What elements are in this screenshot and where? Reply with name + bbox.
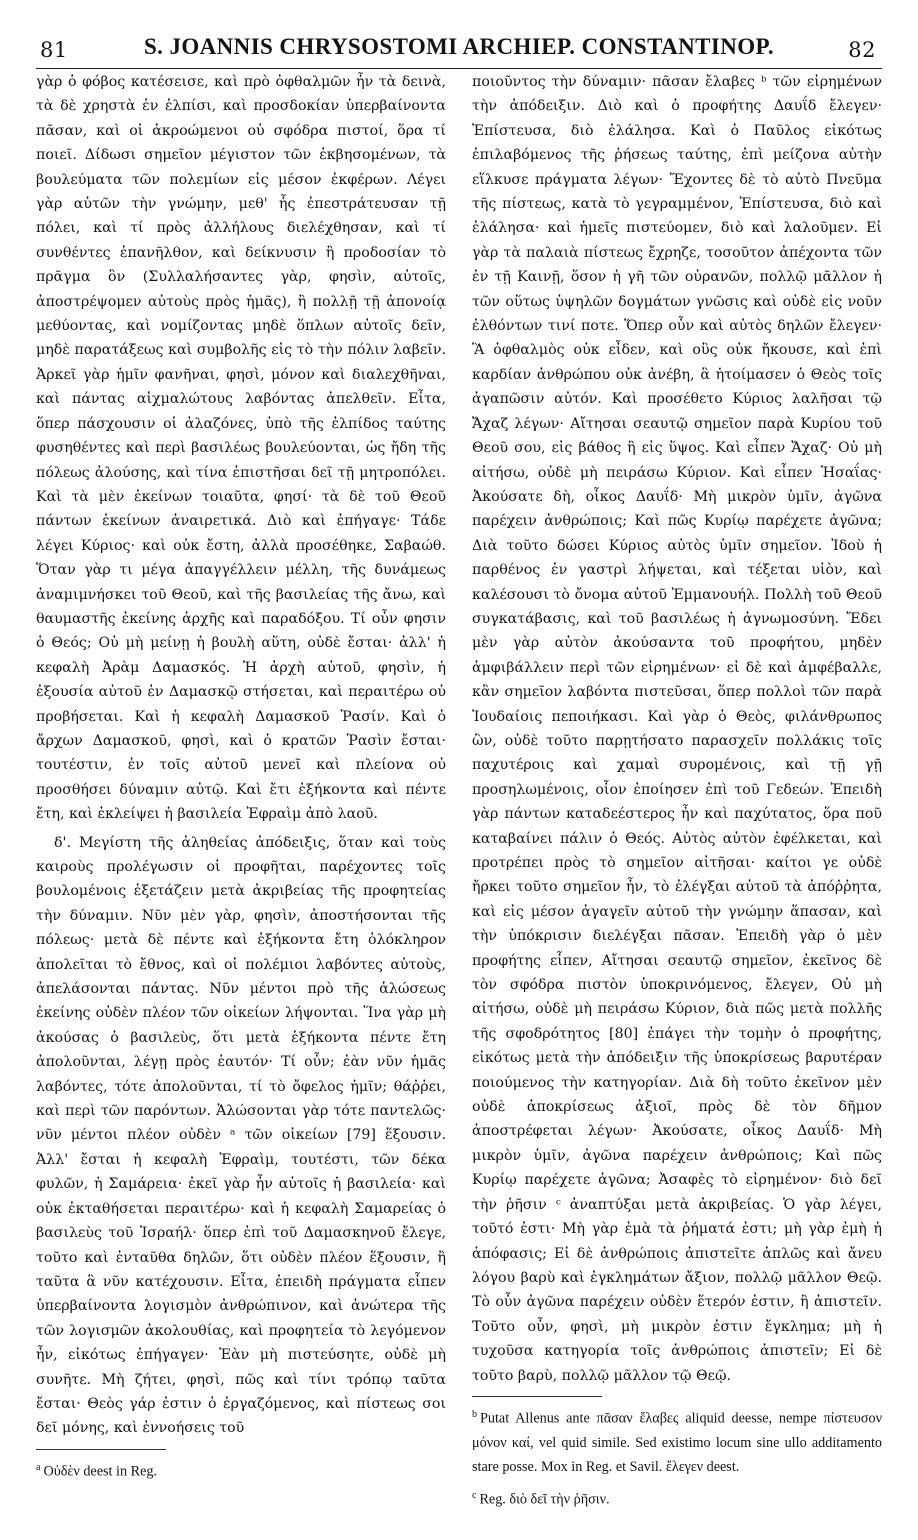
footnote-text: Putat Allenus ante πᾶσαν ἔλαβες aliquid deesse, nempe πίστευσον μόνον καί, vel quid simile. Sed existimo locum sine ullo additamento stare posse. Mox in Reg. et Savil. ἔλεγεν deest.	[472, 1410, 882, 1476]
footnote-mark: c	[472, 1489, 477, 1501]
footnote-rule	[472, 1396, 602, 1397]
text-columns	[36, 70, 882, 1516]
right-paragraph-1: ποιοῦντος τὴν δύναμιν· πᾶσαν ἔλαβες ᵇ τῶν εἰρημένων τὴν ἀπόδειξιν. Διὸ καὶ ὁ προφήτης Δαυΐδ ἔλεγεν· Ἐπίστευσα, διὸ ἐλάλησα. Καὶ ὁ Παῦλος εἰκότως ἐπιλαβόμενος τῆς ῥήσεως ταύτης, ἐπὶ μείζονα αὐτὴν εἵλκυσε πράγματα λέγων· Ἔχοντες δὲ τὸ αὐτὸ Πνεῦμα τῆς πίστεως, κατὰ τὸ γεγραμμένον, Ἐπίστευσα, διὸ καὶ ἐλάλησα· καὶ ἡμεῖς πιστεύομεν, διὸ καὶ λαλοῦμεν. Εἰ γὰρ τὰ παλαιὰ πίστεως ἔχρηζε, τοσοῦτον ἀπέχοντα τῶν ἐν τῇ Καινῇ, ὅσον ἡ γῆ τῶν οὐρανῶν, πολλῷ μᾶλλον ἡ τῶν οὕτως ὑψηλῶν δογμάτων γνῶσις καὶ οὐδὲ εἰς νοῦν ἐλθόντων τινί ποτε. Ὅπερ οὖν καὶ αὐτὸς δηλῶν ἔλεγεν· Ἃ ὀφθαλμὸς οὐκ εἶδεν, καὶ οὓς οὐκ ἤκουσε, καὶ ἐπὶ καρδίαν ἀνθρώπου οὐκ ἀνέβη, ἃ ἡτοίμασεν ὁ Θεὸς τοῖς ἀγαπῶσιν αὐτόν. Καὶ προσέθετο Κύριος λαλῆσαι τῷ Ἄχαζ λέγων· Αἴτησαι σεαυτῷ σημεῖον παρὰ Κυρίου τοῦ Θεοῦ σου, εἰς βάθος ἢ εἰς ὕψος. Καὶ εἶπεν Ἄχαζ· Οὐ μὴ αἰτήσω, οὐδὲ μὴ πειράσω Κύριον. Καὶ εἶπεν Ἡσαΐας· Ἀκούσατε δὴ, οἶκος Δαυΐδ· Μὴ μικρὸν ὑμῖν, ἀγῶνα παρέχειν ἀνθρώποις; Καὶ πῶς Κυρίῳ παρέχετε ἀγῶνα; Διὰ τοῦτο δώσει Κύριος αὐτὸς ὑμῖν σημεῖον. Ἰδοὺ ἡ παρθένος ἐν γαστρὶ λήψεται, καὶ τέξεται υἱὸν, καὶ καλέσουσι τὸ ὄνομα αὐτοῦ Ἐμμανουήλ. Πολλὴ τοῦ Θεοῦ συγκατάβασις, καὶ τοῦ βασιλέως ἡ ἀγνωμοσύνη. Ἔδει μὲν γὰρ αὐτὸν ἀκούσαντα τοῦ προφήτου, μηδὲν ἀμφιβάλλειν περὶ τῶν εἰρημένων· εἰ δὲ καὶ ἀμφέβαλλε, κἂν σημεῖον λαβόντα πιστεῦσαι, ὅπερ πολλοὶ τῶν παρὰ Ἰουδαίοις πεποιήκασι. Καὶ γὰρ ὁ Θεὸς, φιλάνθρωπος ὢν, οὐδὲ τοῦτο παρῃτήσατο παρασχεῖν πολλάκις τοῖς παχυτέροις καὶ χαμαὶ συρομένοις, καὶ τῇ γῇ προσηλωμένοις, οἷον ἐποίησεν ἐπὶ τοῦ Γεδεών. Ἐπειδὴ γὰρ πάντων καταδεέστερος ἦν καὶ παχύτατος, ὅρα ποῦ καταβαίνει πάλιν ὁ Θεός. Αὐτὸς αὐτὸν ἐφέλκεται, καὶ προτρέπει πρὸς τὸ σημεῖον αἰτῆσαι· καίτοι γε οὐδὲ ἤρκει τοῦτο σημεῖον ἦν, τὸ ἐλέγξαι αὐτοῦ τὰ ἀπόῤῥητα, καὶ εἰς μέσον ἀγαγεῖν αὐτοῦ τὴν γνώμην ἅπασαν, καὶ τὴν ὑπόκρισιν διελέγξαι πᾶσαν. Ἐπειδὴ γὰρ ὁ μὲν προφήτης εἶπεν, Αἴτησαι σεαυτῷ σημεῖον, ἐκεῖνος δὲ τὸν σφόδρα πιστὸν ὑποκρινόμενος, ἔλεγεν, Οὐ μὴ αἰτήσω, οὐδὲ μὴ πειράσω Κύριον, διὰ πῶς μετὰ πολλῆς τῆς σφοδρότητος [80] ἐπάγει τὴν τομὴν ὁ προφήτης, εἰκότως μετὰ τὴν ἀπόδειξιν τῆς ὑποκρίσεως βαρυτέραν ποιούμενος τὴν κατηγορίαν. Διὰ δὴ τοῦτο ἐκεῖνον μὲν οὐδὲ ἀποκρίσεως ἀξιοῖ, πρὸς δὲ τὸν δῆμον ἀποστρέφεται λέγων· Ἀκούσατε, οἶκος Δαυΐδ· Μὴ μικρὸν ὑμῖν, ἀγῶνα παρέχειν ἀνθρώποις; Καὶ πῶς Κυρίῳ παρέχετε ἀγῶνα; Ἀσαφὲς τὸ εἰρημένον· διὸ δεῖ τὴν ῥῆσιν ᶜ ἀναπτύξαι μετὰ ἀκριβείας. Ὁ γὰρ λέγει, τοῦτό ἐστι· Μὴ γὰρ ἐμὰ τὰ ῥήματά ἐστι; μὴ γὰρ ἐμὴ ἡ ἀπόφασις; Εἰ δὲ ἀνθρώποις ἀπιστεῖτε ἁπλῶς καὶ ἄνευ λόγου βαρὺ καὶ ἐγκλημάτων ἄξιον, πολλῷ μᾶλλον Θεῷ. Τὸ οὖν ἀγῶνα παρέχειν οὐδὲν ἕτερόν ἐστιν, ἢ ἀπιστεῖν. Τοῦτο οὖν, φησὶ, μὴ μικρὸν ἐστιν ἔγκλημα; μὴ ἡ τυχοῦσα κατηγορία τοῖς ἀνθρώποις ἀπιστεῖν; Εἰ δὲ τοῦτο βαρὺ, πολλῷ μᾶλλον τῷ Θεῷ.	[472, 74, 882, 1384]
right-footnotes	[472, 1396, 882, 1512]
left-page-number: 81	[40, 38, 68, 62]
right-page-number: 82	[848, 38, 876, 62]
running-header	[36, 28, 882, 69]
left-column	[36, 70, 446, 1516]
footnote-b	[472, 1403, 882, 1480]
footnote-rule	[36, 1449, 166, 1450]
left-paragraph-1: γὰρ ὁ φόβος κατέσεισε, καὶ πρὸ ὀφθαλμῶν ἦν τὰ δεινὰ, τὰ δὲ χρηστὰ ἐν ἐλπίσι, καὶ προσδοκίαν ὑπερβαίνοντα πᾶσαν, καὶ οἱ ἀκροώμενοι οὐ σφόδρα πιστοί, ὅρα τί ποιεῖ. Δίδωσι σημεῖον μέγιστον τῶν ἐκβησομένων, τὰ βουλεύματα τῶν πολεμίων εἰς μέσον ἐκφέρων. Λέγει γὰρ αὐτῶν τὴν γνώμην, μεθ' ἧς ἐπεστράτευσαν τῇ πόλει, καὶ τί πρὸς ἀλλήλους διελέχθησαν, καὶ τί συνθέντες ἐπανῆλθον, καὶ δείκνυσιν ἢ προδοσίαν τὸ πρᾶγμα ὂν (Συλλαλήσαντες γὰρ, φησὶν, αὐτοῖς, ἀποστρέψομεν αὐτοὺς πρὸς ἡμᾶς), ἢ πολλῇ τῇ ἀπονοίᾳ μεθύοντας, καὶ νομίζοντας μηδὲ ὅπλων αὐτοῖς δεῖν, μηδὲ παρατάξεως καὶ συμβολῆς εἰς τὸ τὴν πόλιν λαβεῖν. Ἀρκεῖ γὰρ ἡμῖν φανῆναι, φησὶ, μόνον καὶ διαλεχθῆναι, καὶ πάντας αἰχμαλώτους λαβόντας ἀπελθεῖν. Εἶτα, ὅπερ πάσχουσιν οἱ ἀλαζόνες, ὑπὸ τῆς ἐλπίδος ταύτης φυσηθέντες καὶ περὶ βασιλέως βουλεύονται, ὡς ἤδη τῆς πόλεως ἀλούσης, καὶ τίνα ἐπιστῆσαι δεῖ τῇ μητροπόλει. Καὶ τὰ μὲν ἐκείνων τοιαῦτα, φησί· τὰ δὲ τοῦ Θεοῦ πάντων ἐκείνων ἀναιρετικά. Διὸ καὶ ἐπήγαγε· Τάδε λέγει Κύριος· καὶ οὐκ ἔστη, ἀλλὰ προσέθηκε, Σαβαώθ. Ὅταν γὰρ τι μέγα ἀπαγγέλλειν μέλλη, τῆς δυνάμεως ἀναμιμνήσκει τοῦ Θεοῦ, καὶ τῆς βασιλείας τῆς ἄνω, καὶ θαυμαστῆς ἐκείνης ἀρχῆς καὶ παραδόξου. Τί οὖν φησιν ὁ Θεός; Οὐ μὴ μείνῃ ἡ βουλὴ αὕτη, οὐδὲ ἔσται· ἀλλ' ἡ κεφαλὴ Ἀρὰμ Δαμασκός. Ἡ ἀρχὴ αὐτοῦ, φησὶν, ἡ ἐξουσία αὐτοῦ ἐν Δαμασκῷ στήσεται, καὶ περαιτέρω οὐ προβήσεται. Καὶ ἡ κεφαλὴ Δαμασκοῦ Ῥασίν. Καὶ ὁ ἄρχων Δαμασκοῦ, φησὶ, καὶ ὁ κρατῶν Ῥασὶν ἔσται· τουτέστιν, ἐν τοῖς αὐτοῦ μενεῖ καὶ πλείονα οὐ προσθήσει δύναμιν αὐτῷ. Καὶ ἔτι ἑξήκοντα καὶ πέντε ἔτη, καὶ ἐκλείψει ἡ βασιλεία Ἐφραὶμ ἀπὸ λαοῦ.	[36, 74, 446, 823]
footnote-text: Οὐδὲν deest in Reg.	[43, 1463, 158, 1480]
left-paragraph-2: δ'. Μεγίστη τῆς ἀληθείας ἀπόδειξις, ὅταν καὶ τοὺς καιροὺς προλέγωσιν οἱ προφῆται, παρέχοντες τοῖς βουλομένοις ἐξετάζειν μετὰ ἀκριβείας τῆς προφητείας τὴν δύναμιν. Νῦν μὲν γὰρ, φησὶν, ἀποστήσονται τῆς πόλεως· μετὰ δὲ πέντε καὶ ἑξήκοντα ἔτη ὁλόκληρον ἀπολεῖται τὸ ἔθνος, καὶ οἱ πολέμιοι λαβόντες αὐτοὺς, ἀπελάσονται πάντας. Νῦν μέντοι πρὸ τῆς ἁλώσεως ἐκείνης οὐδὲν πλέον τῶν οἰκείων λήψονται. Ἵνα γὰρ μὴ ἀκούσας ὁ βασιλεὺς, ὅτι μετὰ ἑξήκοντα πέντε ἔτη ἀπολοῦνται, λέγῃ πρὸς ἑαυτόν· Τί οὖν; ἐὰν νῦν ἡμᾶς λαβόντες, τότε ἀπολοῦνται, τί τὸ ὄφελος ἡμῖν; θάῤῥει, καὶ περὶ τῶν παρόντων. Ἁλώσονται γὰρ τότε παντελῶς· νῦν μέντοι πλέον οὐδὲν ᵃ τῶν οἰκείων [79] ἕξουσιν. Ἀλλ' ἔσται ἡ κεφαλὴ Ἐφραὶμ, τουτέστι, τῶν δέκα φυλῶν, ἡ Σαμάρεια· ἐκεῖ γὰρ ἦν αὐτοῖς ἡ βασιλεία· καὶ οὐκ ἐκταθήσεται περαιτέρω· καὶ ἡ κεφαλὴ Σαμαρείας ὁ βασιλεὺς τοῦ Ἰσραήλ· ὅπερ ἐπὶ τοῦ Δαμασκηνοῦ ἔλεγε, τοῦτο καὶ ἐνταῦθα δηλῶν, ὅτι οὐδὲν πλέον ἕξουσιν, ἢ ταῦτα ἃ νῦν κατέχουσιν. Εἶτα, ἐπειδὴ πράγματα εἶπεν ὑπερβαίνοντα λογισμὸν ἀνθρώπινον, καὶ ἀνώτερα τῆς τῶν λογισμῶν ἀκολουθίας, καὶ προφητεία τὸ λεγόμενον ἦν, εἰκότως ἐπήγαγεν· Ἐὰν μὴ πιστεύσητε, οὐδὲ μὴ συνῆτε. Μὴ ζήτει, φησὶ, πῶς καὶ τίνι τρόπῳ ταῦτα ἔσται· Θεὸς γάρ ἐστιν ὁ ἐργαζόμενος, καὶ πίστεως σοι δεῖ μόνης, καὶ ἐννοήσεις τοῦ	[36, 834, 446, 1437]
right-column	[472, 70, 882, 1516]
running-title: S. JOANNIS CHRYSOSTOMI ARCHIEP. CONSTANTINOP.	[143, 34, 775, 59]
footnote-a	[36, 1456, 446, 1484]
footnote-mark: a	[36, 1461, 41, 1473]
footnote-text: Reg. διὸ δεῖ τὴν ῥῆσιν.	[479, 1491, 610, 1508]
left-footnotes	[36, 1449, 446, 1484]
footnote-mark: b	[472, 1408, 477, 1420]
footnote-c	[472, 1484, 882, 1512]
